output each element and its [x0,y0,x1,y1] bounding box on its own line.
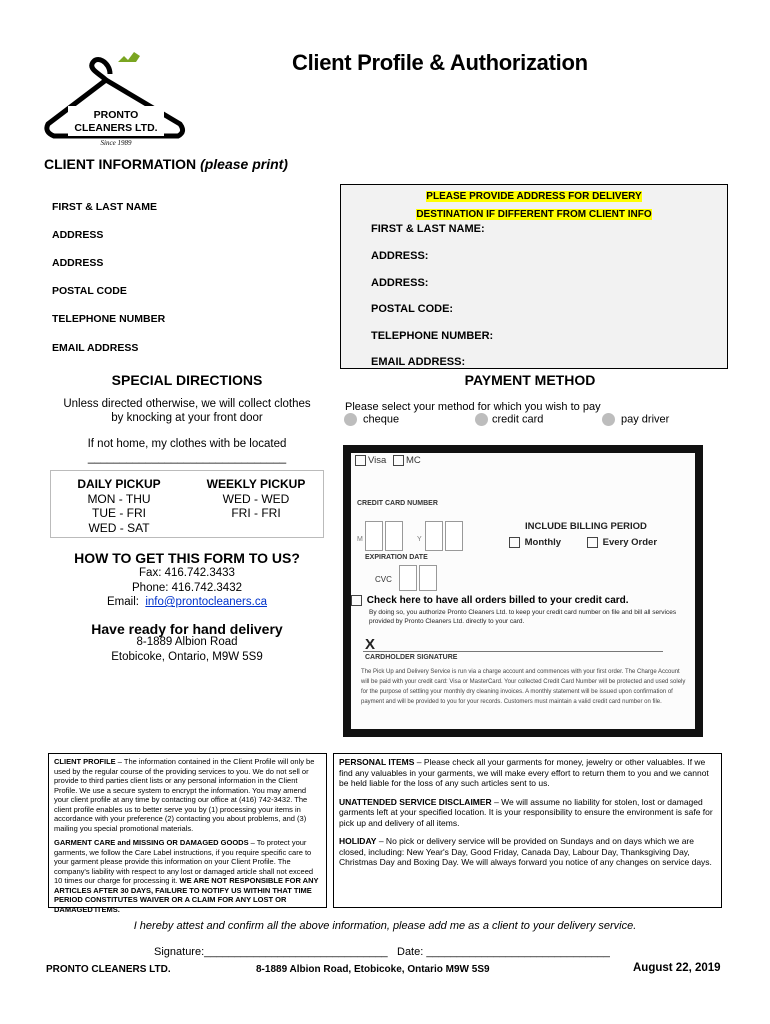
client-profile-text: – The information contained in the Client Profile will only be used by the regular course of the providing services to you. We do not sell or provide to third parties client lists or any personal information in the Client Profile. We use a secure system to encrypt the information. You may amend your client profile at any time by contacting our office at (416) 742-3432. The client profile enables us to better serve you by (1) processing your items in accordance with your preference (2) contacting you about problems, and (3) mailing you special promotional materials. [54,757,315,833]
client-postal-label: POSTAL CODE [52,285,127,297]
holiday-title: HOLIDAY [339,836,377,846]
client-email-label: EMAIL ADDRESS [52,342,139,354]
unattended-title: UNATTENDED SERVICE DISCLAIMER [339,796,492,807]
hand-delivery-heading: Have ready for hand delivery [91,621,283,637]
credit-card-radio[interactable] [475,413,488,426]
delivery-notice [341,186,727,222]
client-info-heading: CLIENT INFORMATION (please print) [44,156,288,172]
cvc-box[interactable] [399,565,417,591]
personal-items-terms [339,757,716,789]
special-directions-heading: SPECIAL DIRECTIONS [111,372,263,388]
signature-field[interactable]: Signature:______________________________ [154,946,388,958]
delivery-phone-label: TELEPHONE NUMBER: [371,330,494,342]
include-billing-label: INCLUDE BILLING PERIOD [525,521,647,532]
delivery-name-label: FIRST & LAST NAME: [371,223,485,235]
delivery-notice-line1: PLEASE PROVIDE ADDRESS FOR DELIVERY [426,191,642,202]
bill-all-checkbox[interactable] [351,595,362,606]
client-profile-title: CLIENT PROFILE [54,757,116,766]
expiry-year-box[interactable] [425,521,443,551]
garment-care-title: GARMENT CARE and MISSING OR DAMAGED GOODS [54,838,249,847]
attestation: I hereby attest and confirm all the above information, please add me as a client to your delivery service. [133,920,637,932]
footer-date: August 22, 2019 [633,962,721,974]
client-address2-label: ADDRESS [52,257,104,269]
daily-pickup-column [59,477,179,535]
footer-address: 8-1889 Albion Road, Etobicoke, Ontario M9W 5S9 [256,964,490,975]
weekly-day-option[interactable]: WED - WED [222,491,290,506]
payment-option-pay-driver[interactable] [602,413,669,426]
client-phone-label: TELEPHONE NUMBER [52,313,166,325]
payment-option-credit-card[interactable] [475,413,543,426]
hand-delivery-address2: Etobicoke, Ontario, M9W 5S9 [111,650,263,663]
clothes-location [50,437,324,465]
how-to-heading: HOW TO GET THIS FORM TO US? [74,550,300,566]
pay-driver-label: pay driver [621,413,670,426]
card-type-options [355,455,421,466]
footer-company: PRONTO CLEANERS LTD. [46,964,171,975]
contact-info [42,566,332,610]
unattended-terms [339,797,716,829]
cheque-label: cheque [363,413,400,426]
service-fine-print: The Pick Up and Delivery Service is run via a charge account and commences with your first order. The Charge Account will be paid with your credit card: Visa or MasterCard. Your collected Credit Card Number will be protected and used solely for the purpose of settling your monthly dry cleaning invoices. A monthly statement will be issued upon confirmation of payment and will be provided to you for your records. Customers must maintain a valid credit card number on file. [361,669,686,705]
personal-items-title: PERSONAL ITEMS [339,757,415,767]
hand-delivery-address1: 8-1889 Albion Road [136,636,238,648]
visa-label: Visa [368,455,387,467]
payment-prompt: Please select your method for which you wish to pay [345,401,601,413]
bill-all-orders-option[interactable] [351,595,629,606]
expiry-year-box[interactable] [445,521,463,551]
weekly-pickup-heading: WEEKLY PICKUP [206,477,306,491]
fax-number: Fax: 416.742.3433 [139,567,235,579]
cvc-box[interactable] [419,565,437,591]
mc-label: MC [405,455,421,467]
authorization-text: By doing so, you authorize Pronto Cleaners Ltd. to keep your credit card number on file and bill all services provided by Pronto Cleaners Ltd. directly to your card. [369,609,677,625]
daily-day-option[interactable]: MON - THU [87,491,151,506]
mc-checkbox[interactable] [393,455,404,466]
month-marker: M [357,536,363,543]
cardholder-signature-label: CARDHOLDER SIGNATURE [365,654,458,661]
every-order-checkbox[interactable] [587,537,598,548]
weekly-day-option[interactable]: FRI - FRI [231,506,281,520]
pickup-schedule-box [50,470,324,538]
phone-number: Phone: 416.742.3432 [132,581,242,594]
year-marker: Y [417,536,422,543]
bill-all-label: Check here to have all orders billed to your credit card. [366,595,629,607]
expiry-month-box[interactable] [365,521,383,551]
payment-method-heading: PAYMENT METHOD [464,372,596,388]
signature-line[interactable] [363,651,663,652]
terms-right-box [333,753,722,908]
expiration-label: EXPIRATION DATE [365,554,428,561]
terms-left-box [48,753,327,914]
monthly-option[interactable] [509,537,561,548]
monthly-label: Monthly [524,537,562,549]
every-order-label: Every Order [602,537,658,549]
hand-delivery-address [42,635,332,664]
delivery-address2-label: ADDRESS: [371,277,429,289]
email-label: Email: [107,596,139,608]
logo-line1: PRONTO [93,109,139,121]
holiday-text: – No pick or delivery service will be provided on Sundays and on days which we are closed, including: New Year's Day, Good Friday, Canada Day, Labour Day, Thanksgiving Day, Christmas Day and Boxing Day. We will always forward you notice of any changes on service days. [339,836,712,867]
weekly-pickup-column [191,477,321,521]
payment-option-cheque[interactable] [344,413,399,426]
garment-care-text: – To protect your garments, we follow the Care Label instructions, if you require specific care to your garment please provide this information on your Client Profile. The company's liability with respect to any lost or damaged article shall not exceed 10 times our charge for processing it. [54,838,314,885]
delivery-address1-label: ADDRESS: [371,250,429,262]
email-line [42,595,332,610]
credit-card-panel [343,445,703,737]
client-info-note: (please print) [200,156,288,172]
unattended-text: – We will assume no liability for stolen, lost or damaged garments left at your specified location. It is your responsibility to ensure the environment is safe for pick up and delivery of all items. [339,796,713,828]
logo-line2: CLEANERS LTD. [74,122,158,134]
special-directions-text [50,397,324,425]
signature-x: X [365,636,376,653]
pay-driver-radio[interactable] [602,413,615,426]
personal-items-text: – Please check all your garments for money, jewelry or other valuables. If we find any valuables in your garments, we will make every effort to return them to you and we cannot be held liable for the loss of any such articles sent to us. [339,757,709,788]
every-order-option[interactable] [587,537,657,548]
credit-card-form [351,453,695,729]
card-number-label: CREDIT CARD NUMBER [357,500,438,507]
cheque-radio[interactable] [344,413,357,426]
garment-care-bold: WE ARE NOT RESPONSIBLE FOR ANY ARTICLES AFTER 30 DAYS, FAILURE TO NOTIFY US WITHIN THAT TIME PERIOD CONSTITUTES WAIVER OR A CLAIM FOR ANY LOST OR DAMAGED ITEMS. [54,876,319,914]
cvc-label: CVC [375,575,392,584]
delivery-address-box [340,184,728,369]
special-directions-line2: by knocking at your front door [111,412,263,424]
visa-checkbox[interactable] [355,455,366,466]
email-link[interactable]: info@prontocleaners.ca [145,596,267,608]
client-name-label: FIRST & LAST NAME [52,201,157,213]
delivery-email-label: EMAIL ADDRESS: [371,356,466,368]
date-field[interactable]: Date: ______________________________ [397,946,610,958]
holiday-terms [339,836,716,868]
daily-day-option[interactable]: TUE - FRI [92,506,146,520]
clothes-location-blank[interactable]: _______________________________ [87,452,287,464]
client-profile-terms [54,757,321,833]
client-address1-label: ADDRESS [52,229,104,241]
delivery-postal-label: POSTAL CODE: [371,303,454,315]
garment-care-terms [54,838,321,914]
daily-pickup-heading: DAILY PICKUP [77,477,161,491]
page-title: Client Profile & Authorization [292,50,588,75]
logo-since: Since 1989 [100,139,132,147]
company-logo [40,44,190,154]
credit-card-label: credit card [492,413,544,426]
delivery-notice-line2: DESTINATION IF DIFFERENT FROM CLIENT INFO [416,209,652,220]
expiry-month-box[interactable] [385,521,403,551]
special-directions-line1: Unless directed otherwise, we will collect clothes [63,398,311,410]
monthly-checkbox[interactable] [509,537,520,548]
daily-day-option[interactable]: WED - SAT [88,520,150,535]
clothes-location-line: If not home, my clothes with be located [87,438,287,450]
